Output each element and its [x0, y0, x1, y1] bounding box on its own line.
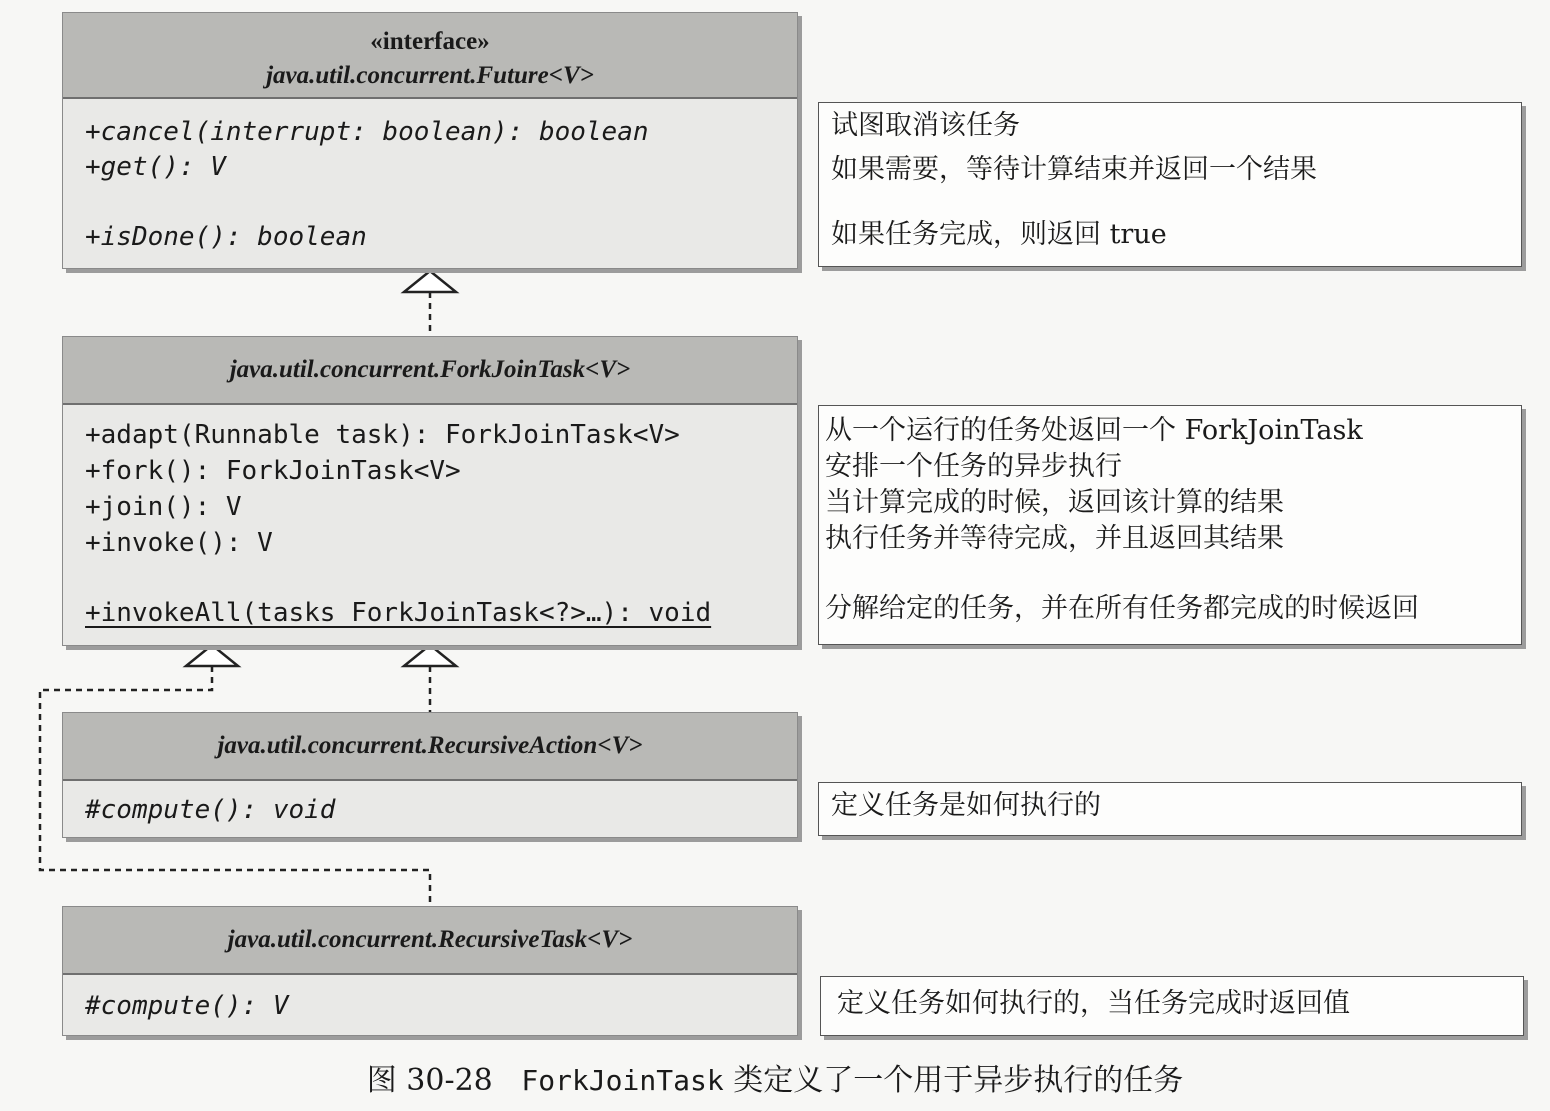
note-forkjointask-line: 安排一个任务的异步执行 — [825, 451, 1122, 482]
member-get: +get(): V — [85, 152, 226, 182]
member-compute-void: #compute(): void — [85, 795, 336, 825]
note-recursivetask — [820, 976, 1524, 1036]
class-forkjointask-name: java.util.concurrent.ForkJoinTask<V> — [229, 356, 631, 383]
member-compute-v: #compute(): V — [85, 991, 289, 1021]
note-future-line: 如果任务完成，则返回 true — [831, 219, 1167, 250]
note-recursiveaction-line: 定义任务是如何执行的 — [831, 790, 1101, 821]
member-fork: +fork(): ForkJoinTask<V> — [85, 456, 461, 486]
class-forkjointask-header — [63, 337, 797, 405]
figure-caption — [0, 1055, 1550, 1099]
class-forkjointask — [62, 336, 798, 646]
note-future — [818, 102, 1522, 267]
class-recursiveaction — [62, 712, 798, 838]
class-recursiveaction-name: java.util.concurrent.RecursiveAction<V> — [217, 732, 643, 759]
note-forkjointask-line: 执行任务并等待完成，并且返回其结果 — [825, 523, 1284, 554]
caption-classname: ForkJoinTask — [521, 1064, 724, 1097]
class-recursivetask — [62, 906, 798, 1036]
member-join: +join(): V — [85, 492, 242, 522]
class-recursivetask-header — [63, 907, 797, 975]
note-recursiveaction — [818, 782, 1522, 836]
note-forkjointask — [818, 405, 1522, 645]
note-forkjointask-line: 从一个运行的任务处返回一个 ForkJoinTask — [825, 415, 1363, 446]
caption-text: 类定义了一个用于异步执行的任务 — [733, 1063, 1184, 1098]
member-isdone: +isDone(): boolean — [85, 222, 367, 252]
note-forkjointask-line: 分解给定的任务，并在所有任务都完成的时候返回 — [825, 593, 1419, 624]
member-invoke: +invoke(): V — [85, 528, 273, 558]
class-future-name: java.util.concurrent.Future<V> — [266, 62, 594, 89]
class-future — [62, 12, 798, 269]
class-recursivetask-name: java.util.concurrent.RecursiveTask<V> — [227, 926, 633, 953]
generalization-arrowhead-left — [186, 645, 238, 666]
class-recursiveaction-header — [63, 713, 797, 781]
caption-number: 图 30-28 — [366, 1063, 493, 1098]
realization-arrowhead-future — [404, 271, 456, 292]
note-recursivetask-line: 定义任务如何执行的，当任务完成时返回值 — [837, 988, 1350, 1019]
note-future-line: 如果需要，等待计算结束并返回一个结果 — [831, 154, 1317, 185]
stereotype-label: «interface» — [370, 28, 490, 55]
note-forkjointask-line: 当计算完成的时候，返回该计算的结果 — [825, 487, 1284, 518]
member-cancel: +cancel(interrupt: boolean): boolean — [85, 117, 649, 147]
member-invokeall: +invokeAll(tasks ForkJoinTask<?>…): void — [85, 598, 712, 628]
note-future-line: 试图取消该任务 — [831, 110, 1020, 141]
member-adapt: +adapt(Runnable task): ForkJoinTask<V> — [85, 420, 680, 450]
class-future-header — [63, 13, 797, 99]
generalization-arrowhead-right — [404, 645, 456, 666]
